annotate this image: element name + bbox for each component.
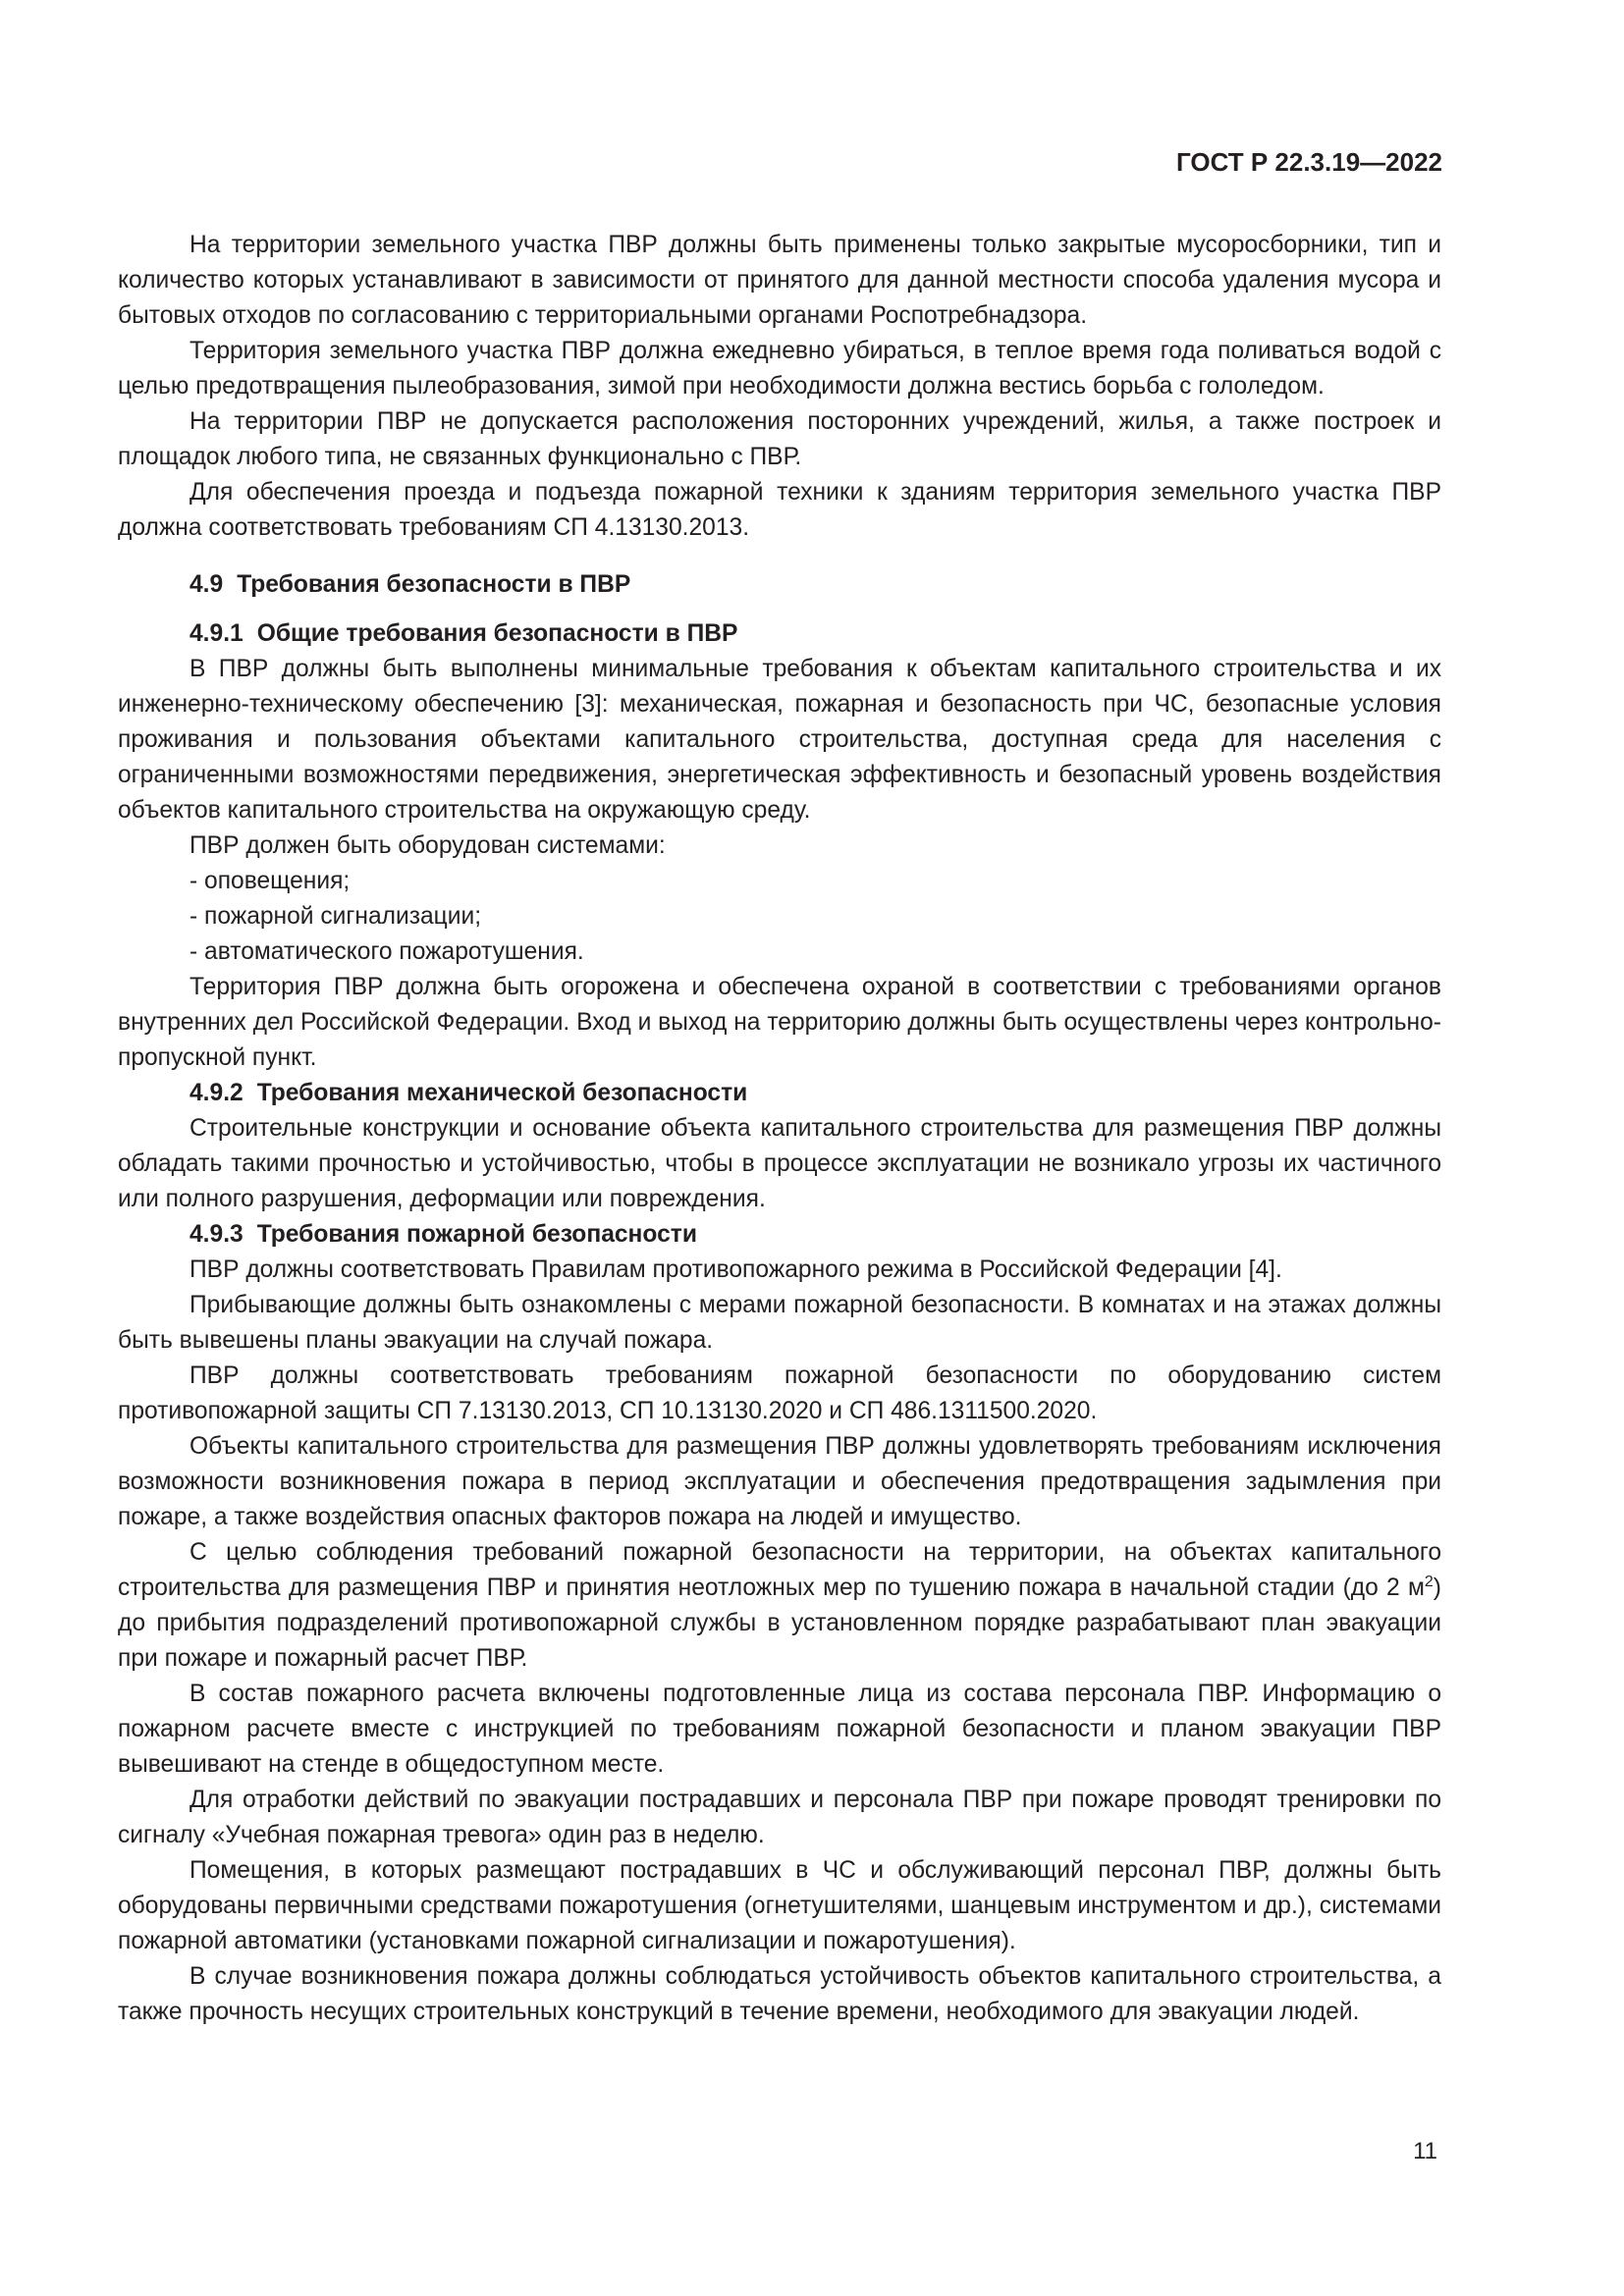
list-item: - пожарной сигнализации; [189, 903, 482, 930]
list-item: - автоматического пожаротушения. [189, 938, 584, 965]
paragraph: Для обеспечения проезда и подъезда пожарной техники к зданиям территория земельного участка ПВР должна соответствовать требованиям СП 4.13130.2013. [118, 479, 1441, 541]
section-title: Требования механической безопасности [256, 1080, 748, 1106]
section-heading-4-9 [118, 567, 1441, 603]
paragraph: Территория земельного участка ПВР должна ежедневно убираться, в теплое время года поливаться водой с целью предотвращения пылеобразования, зимой при необходимости должна вестись борьба с гололедом. [118, 338, 1441, 400]
paragraph: Для отработки действий по эвакуации пострадавших и персонала ПВР при пожаре проводят тренировки по сигналу «Учебная пожарная тревога» один раз в неделю. [118, 1787, 1441, 1848]
paragraph: На территории ПВР не допускается расположения посторонних учреждений, жилья, а также построек и площадок любого типа, не связанных функционально с ПВР. [118, 408, 1441, 470]
paragraph: Строительные конструкции и основание объекта капитального строительства для размещения ПВР должны обладать такими прочностью и устойчивостью, чтобы в процессе эксплуатации не возникало угрозы их частичного или полного разрушения, деформации или повреждения. [118, 1115, 1441, 1212]
paragraph: ПВР должен быть оборудован системами: [189, 832, 666, 859]
paragraph: ПВР должны соответствовать Правилам противопожарного режима в Российской Федерации [4]. [189, 1256, 1282, 1283]
section-number: 4.9.1 [189, 620, 244, 647]
paragraph: В ПВР должны быть выполнены минимальные требования к объектам капитального строительства и их инженерно-техническому обеспечению [3]: механическая, пожарная и безопасность при ЧС, безопасные условия проживания и пользования объектами капитального строительства, доступная среда для населения с ограниченными возможностями передвижения, энергетическая эффективность и безопасный уровень воздействия объектов капитального строительства на окружающую среду. [118, 656, 1441, 824]
paragraph: Помещения, в которых размещают пострадавших в ЧС и обслуживающий персонал ПВР, должны быть оборудованы первичными средствами пожаротушения (огнетушителями, шанцевым инструментом и др.), системами пожарной автоматики (установками пожарной сигнализации и пожаротушения). [118, 1857, 1441, 1954]
page-number: 11 [1413, 2138, 1437, 2164]
section-title: Общие требования безопасности в ПВР [256, 620, 738, 647]
paragraph [118, 1535, 1441, 1677]
paragraph: В состав пожарного расчета включены подготовленные лица из состава персонала ПВР. Информацию о пожарном расчете вместе с инструкцией по требованиям пожарной безопасности и планом эвакуации ПВР вывешивают на стенде в общедоступном месте. [118, 1681, 1441, 1778]
superscript: 2 [1424, 1573, 1434, 1590]
paragraph: В случае возникновения пожара должны соблюдаться устойчивость объектов капитального строительства, а также прочность несущих строительных конструкций в течение времени, необходимого для эвакуации людей. [118, 1963, 1441, 2025]
page-content [118, 228, 1441, 2030]
section-number: 4.9.3 [189, 1221, 244, 1248]
list-item: - оповещения; [189, 868, 351, 894]
subsection-heading-4-9-3 [118, 1217, 1441, 1253]
subsection-heading-4-9-1 [118, 616, 1441, 652]
paragraph: ПВР должны соответствовать требованиям пожарной безопасности по оборудованию систем противопожарной защиты СП 7.13130.2013, СП 10.13130.2020 и СП 486.1311500.2020. [118, 1362, 1441, 1424]
paragraph: Территория ПВР должна быть огорожена и обеспечена охраной в соответствии с требованиями органов внутренних дел Российской Федерации. Вход и выход на территорию должны быть осуществлены через контрольно-пропускной пункт. [118, 974, 1441, 1071]
document-code: ГОСТ Р 22.3.19—2022 [1175, 147, 1442, 177]
paragraph: На территории земельного участка ПВР должны быть применены только закрытые мусоросборники, тип и количество которых устанавливают в зависимости от принятого для данной местности способа удаления мусора и бытовых отходов по согласованию с территориальными органами Роспотребнадзора. [118, 232, 1441, 329]
paragraph: Прибывающие должны быть ознакомлены с мерами пожарной безопасности. В комнатах и на этажах должны быть вывешены планы эвакуации на случай пожара. [118, 1292, 1441, 1354]
section-title: Требования пожарной безопасности [256, 1221, 697, 1248]
section-title: Требования безопасности в ПВР [237, 571, 631, 598]
section-number: 4.9.2 [189, 1080, 244, 1106]
text-run: С целью соблюдения требований пожарной безопасности на территории, на объектах капитального строительства для размещения ПВР и принятия неотложных мер по тушению пожара в начальной стадии (до 2 м [118, 1539, 1441, 1601]
section-number: 4.9 [189, 571, 224, 598]
paragraph: Объекты капитального строительства для размещения ПВР должны удовлетворять требованиям исключения возможности возникновения пожара в период эксплуатации и обеспечения предотвращения задымления при пожаре, а также воздействия опасных факторов пожара на людей и имущество. [118, 1433, 1441, 1530]
text-run: ) до прибытия подразделений противопожарной службы в установленном порядке разрабатывают план эвакуации при пожаре и пожарный расчет ПВР. [118, 1575, 1441, 1672]
subsection-heading-4-9-2 [118, 1076, 1441, 1111]
